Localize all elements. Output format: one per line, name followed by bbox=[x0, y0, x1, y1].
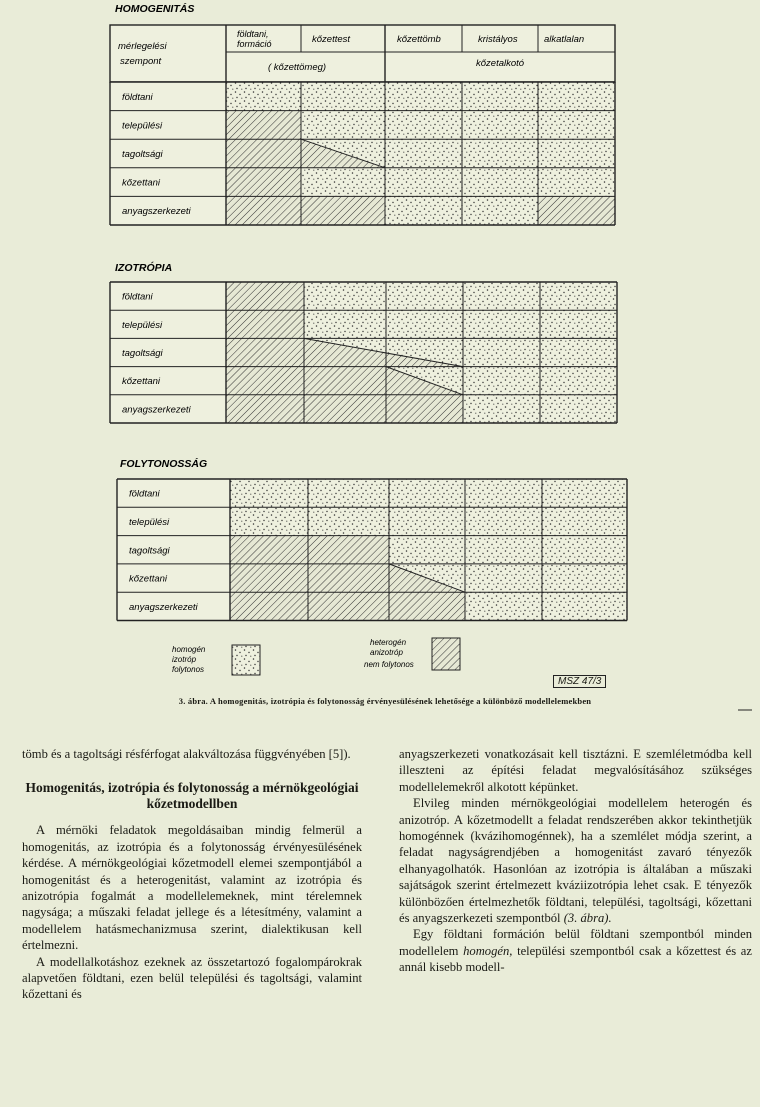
grid-homogenitas bbox=[110, 82, 615, 225]
right-paragraph-2: Egy földtani formáción belül földtani szempontból minden modellelem homogén, települési szempontból csak a kőzettest és az annál kisebb modell- bbox=[399, 927, 752, 975]
section-heading: Homogenitás, izotrópia és folytonosság a mérnökgeológiai kőzetmodellben bbox=[25, 780, 359, 812]
row-label-tagoltsági: tagoltsági bbox=[122, 149, 163, 160]
right-paragraph-0: anyagszerkezeti vonatkozásait kell tisztázni. E szemléletmódba kell illeszteni az építési feladat megvalósításához szükséges modellelemekről alkotott képünket. bbox=[399, 747, 752, 794]
row-label-anyagszerkezeti: anyagszerkezeti bbox=[129, 601, 198, 613]
row-label-földtani: földtani bbox=[122, 291, 153, 303]
svg-text:mérlegelési: mérlegelési bbox=[118, 41, 167, 52]
row-label-anyagszerkezeti: anyagszerkezeti bbox=[122, 404, 191, 416]
left-paragraph-1: A mérnöki feladatok megoldásaiban mindig felmerül a homogenitás, az izotrópia és a folytonosság érvényesülésének kérdése. A mérnökgeológiai kőzetmodell elemei szempontjából a homogenitást és a heterogenitást, valamint az izotrópia és anizotrópia fogalmát a modellelemeknek, mint térelemnek nagysága; a műszaki feladat jellege és a létesítmény, valamint a modellelem hatásmechanizmusa szerint, dialektikusan kell értelmezni. bbox=[22, 823, 362, 953]
row-label-tagoltsági: tagoltsági bbox=[129, 545, 170, 557]
svg-text:szempont: szempont bbox=[120, 56, 162, 67]
stamp: MSZ 47/3 bbox=[553, 675, 606, 688]
svg-text:izotróp: izotróp bbox=[172, 655, 197, 664]
heading-izotropia: IZOTRÓPIA bbox=[115, 262, 173, 274]
left-column bbox=[22, 746, 362, 1003]
row-label-kőzettani: kőzettani bbox=[122, 177, 161, 189]
row-label-települési: települési bbox=[122, 319, 163, 331]
grid-folytonossag bbox=[117, 479, 627, 621]
legend-hatched-swatch bbox=[432, 638, 460, 670]
left-paragraph-2: A modellalkotáshoz ezeknek az összetartozó fogalompárokrak alapvetően földtani, ezen belül települési és tagoltsági, valamint kőzettani és bbox=[22, 954, 362, 1002]
legend-dotted-swatch bbox=[232, 645, 260, 675]
heading-folytonossag: FOLYTONOSSÁG bbox=[120, 458, 208, 470]
heading-homogenitas: HOMOGENITÁS bbox=[115, 3, 195, 15]
col-header-kristalyos: kristályos bbox=[478, 34, 518, 45]
row-label-földtani: földtani bbox=[129, 488, 160, 500]
col-header-kozettest: kőzettest bbox=[312, 34, 351, 45]
row-label-települési: települési bbox=[129, 516, 170, 528]
svg-text:heterogén: heterogén bbox=[370, 638, 407, 647]
svg-text:homogén: homogén bbox=[172, 645, 206, 654]
col-header-formacio: földtani, bbox=[237, 29, 269, 39]
col-header-alkatlalan: alkatlalan bbox=[544, 34, 585, 45]
row-label-kőzettani: kőzettani bbox=[129, 573, 168, 585]
svg-text:folytonos: folytonos bbox=[172, 665, 205, 674]
svg-text:formáció: formáció bbox=[237, 39, 272, 49]
table-header bbox=[110, 25, 615, 82]
row-label-települési: települési bbox=[122, 120, 163, 132]
figure-caption: 3. ábra. A homogenitás, izotrópia és folytonosság érvényesülésének lehetősége a különböző modellelemekben bbox=[178, 696, 592, 706]
svg-text:nem folytonos: nem folytonos bbox=[364, 660, 414, 669]
row-label-földtani: földtani bbox=[122, 91, 153, 103]
row-label-anyagszerkezeti: anyagszerkezeti bbox=[122, 206, 191, 218]
svg-text:anizotróp: anizotróp bbox=[370, 648, 403, 657]
row-label-tagoltsági: tagoltsági bbox=[122, 348, 163, 359]
legend bbox=[172, 638, 460, 675]
group-kozetalkoto: kőzetalkotó bbox=[476, 58, 525, 69]
grid-izotropia bbox=[110, 282, 617, 423]
left-paragraph-0: tömb és a tagoltsági résférfogat alakváltozása függvényében [5]). bbox=[22, 747, 351, 761]
right-column bbox=[399, 746, 752, 976]
row-label-kőzettani: kőzettani bbox=[122, 376, 161, 388]
group-kozettomeg: ( kőzettömeg) bbox=[268, 62, 327, 73]
right-paragraph-1: Elvileg minden mérnökgeológiai modellelem heterogén és anizotróp. A kőzetmodellt a feladat rendszerében akkor tekinthetjük homogénnek (kvázihomogénnek), ha a szemlélet módja szerint, a feladat nagyságrendjében a homogenitást zavaró tényezők elhanyagolhatók. Hasonlóan az izotrópia is általában a műszaki sajátságok szerint értelmezett kváziizotrópia lehet csak. E tényezők különbözően értelmezhetők földtani, települési, tagoltsági, kőzettani és anyagszerkezeti szempontból (3. ábra). bbox=[399, 796, 752, 926]
col-header-kozettomb: kőzettömb bbox=[397, 34, 441, 45]
